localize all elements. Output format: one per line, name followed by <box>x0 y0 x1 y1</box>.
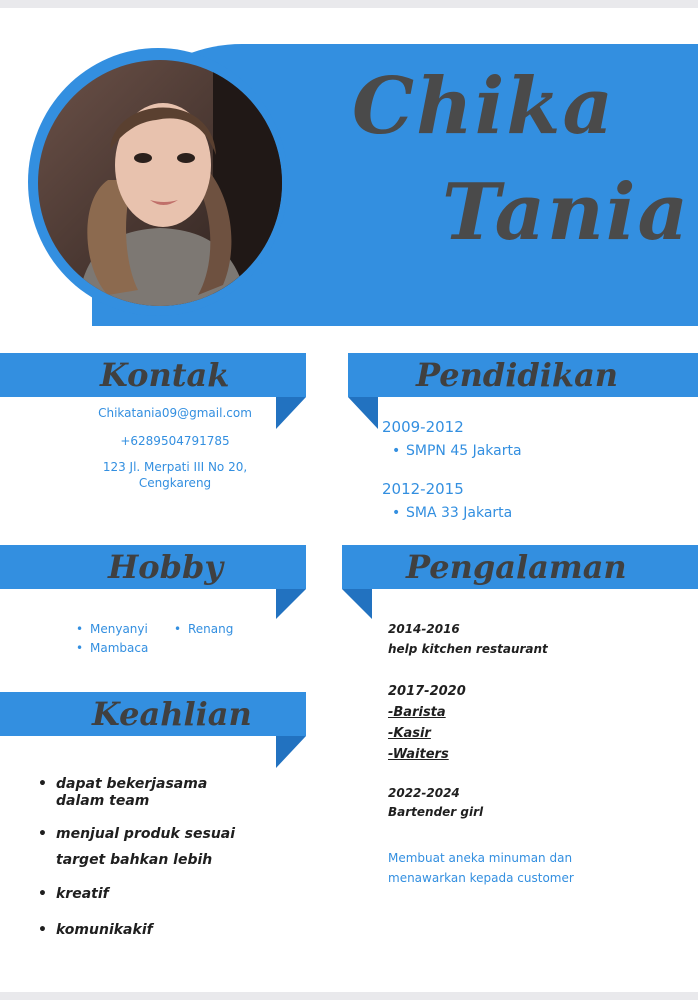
hobby-item: • Mambaca <box>76 641 148 655</box>
education-years: 2012-2015 <box>382 480 464 498</box>
contact-address-line2: Cengkareng <box>138 476 212 490</box>
skill-line: target bahkan lebih <box>56 852 213 868</box>
contact-heading: Kontak <box>100 356 230 394</box>
skills-band-fold <box>276 736 306 768</box>
hobby-item: • Menyanyi <box>76 622 148 636</box>
resume-page <box>0 8 698 992</box>
education-heading: Pendidikan <box>416 356 619 394</box>
skills-heading: Keahlian <box>92 695 252 733</box>
skill-line: • menjual produk sesuai <box>56 826 236 842</box>
first-name: Chika <box>352 61 616 152</box>
education-school: • SMPN 45 Jakarta <box>392 443 522 459</box>
experience-years: 2017-2020 <box>388 684 466 699</box>
skill-line: • komunikakif <box>56 922 153 938</box>
skill-item <box>38 776 207 810</box>
education-band-fold <box>348 397 378 429</box>
experience-heading: Pengalaman <box>406 548 627 586</box>
experience-role: -Kasir <box>388 726 431 741</box>
skill-item <box>38 821 235 873</box>
skill-line: • dapat bekerjasama <box>56 776 208 792</box>
hobby-item: • Renang <box>174 622 233 636</box>
hobby-band-fold <box>276 589 306 619</box>
contact-phone: +6289504791785 <box>120 434 230 448</box>
contact-email: Chikatania09@gmail.com <box>98 406 252 420</box>
experience-years: 2022-2024 <box>388 786 460 800</box>
last-name: Tania <box>442 167 690 258</box>
hobby-heading: Hobby <box>108 548 223 586</box>
experience-title: Bartender girl <box>388 805 484 819</box>
skill-line: dalam team <box>56 793 150 809</box>
skill-line: • kreatif <box>56 886 109 902</box>
experience-description-line2: menawarkan kepada customer <box>388 871 574 885</box>
education-years: 2009-2012 <box>382 418 464 436</box>
skill-item <box>38 922 153 939</box>
skill-item <box>38 886 109 903</box>
experience-description-line1: Membuat aneka minuman dan <box>388 851 573 865</box>
contact-address-line1: 123 Jl. Merpati III No 20, <box>102 460 248 474</box>
experience-role: -Barista <box>388 705 446 720</box>
profile-photo <box>38 60 282 306</box>
experience-band-fold <box>342 589 372 619</box>
education-school: • SMA 33 Jakarta <box>392 505 512 521</box>
experience-title: help kitchen restaurant <box>388 642 548 656</box>
experience-role: -Waiters <box>388 747 449 762</box>
experience-years: 2014-2016 <box>388 622 460 636</box>
